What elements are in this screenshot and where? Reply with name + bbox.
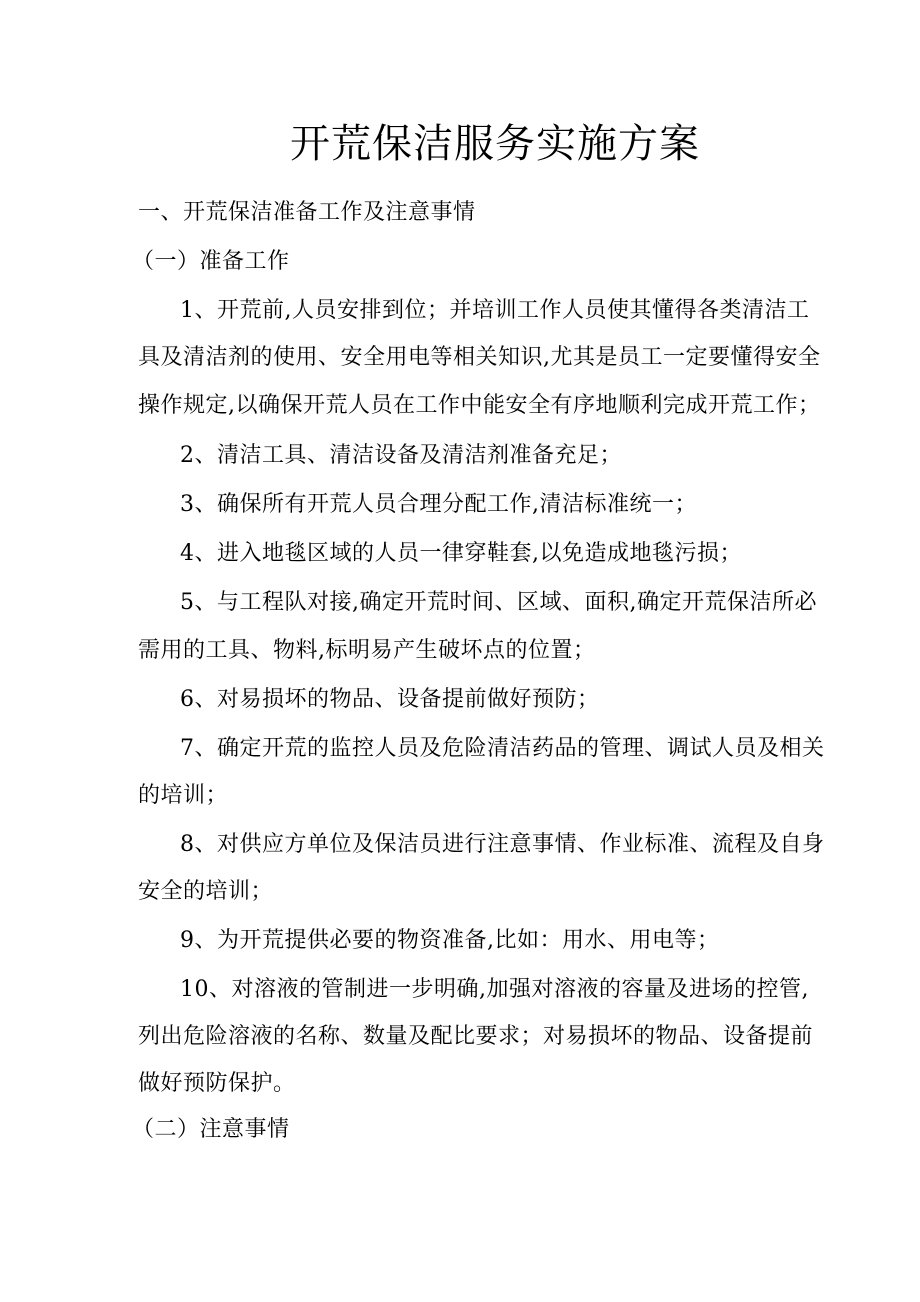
subsection-heading-preparation: （一）准备工作 — [132, 249, 290, 274]
item-8-line-2: 安全的培训； — [138, 879, 274, 904]
item-5-line-2: 需用的工具、物料,标明易产生破坏点的位置； — [138, 638, 596, 663]
item-1-line-2: 具及清洁剂的使用、安全用电等相关知识,尤其是员工一定要懂得安全 — [138, 345, 821, 370]
item-8-line-1: 8、对供应方单位及保洁员进行注意事情、作业标准、流程及自身 — [180, 832, 825, 857]
item-6: 6、对易损坏的物品、设备提前做好预防； — [180, 687, 600, 712]
item-1-line-1: 1、开荒前,人员安排到位；并培训工作人员使其懂得各类清洁工 — [180, 298, 810, 323]
item-5-line-1: 5、与工程队对接,确定开荒时间、区域、面积,确定开荒保洁所必 — [180, 590, 817, 615]
item-1-line-3: 操作规定,以确保开荒人员在工作中能安全有序地顺利完成开荒工作； — [138, 393, 821, 418]
document-title: 开荒保洁服务实施方案 — [290, 121, 700, 167]
item-10-line-2: 列出危险溶液的名称、数量及配比要求；对易损坏的物品、设备提前 — [138, 1024, 814, 1049]
item-7-line-1: 7、确定开荒的监控人员及危险清洁药品的管理、调试人员及相关 — [180, 736, 825, 761]
item-4: 4、进入地毯区域的人员一律穿鞋套,以免造成地毯污损； — [180, 541, 742, 566]
section-heading-1: 一、开荒保洁准备工作及注意事情 — [138, 200, 476, 225]
item-9: 9、为开荒提供必要的物资准备,比如：用水、用电等； — [180, 928, 720, 953]
item-2: 2、清洁工具、清洁设备及清洁剂准备充足； — [180, 443, 622, 468]
item-10-line-3: 做好预防保护。 — [138, 1071, 296, 1096]
item-10-line-1: 10、对溶液的管制进一步明确,加强对溶液的容量及进场的控管, — [180, 977, 809, 1002]
item-3: 3、确保所有开荒人员合理分配工作,清洁标准统一； — [180, 492, 697, 517]
subsection-heading-notes: （二）注意事情 — [132, 1117, 290, 1142]
item-7-line-2: 的培训； — [138, 783, 229, 808]
